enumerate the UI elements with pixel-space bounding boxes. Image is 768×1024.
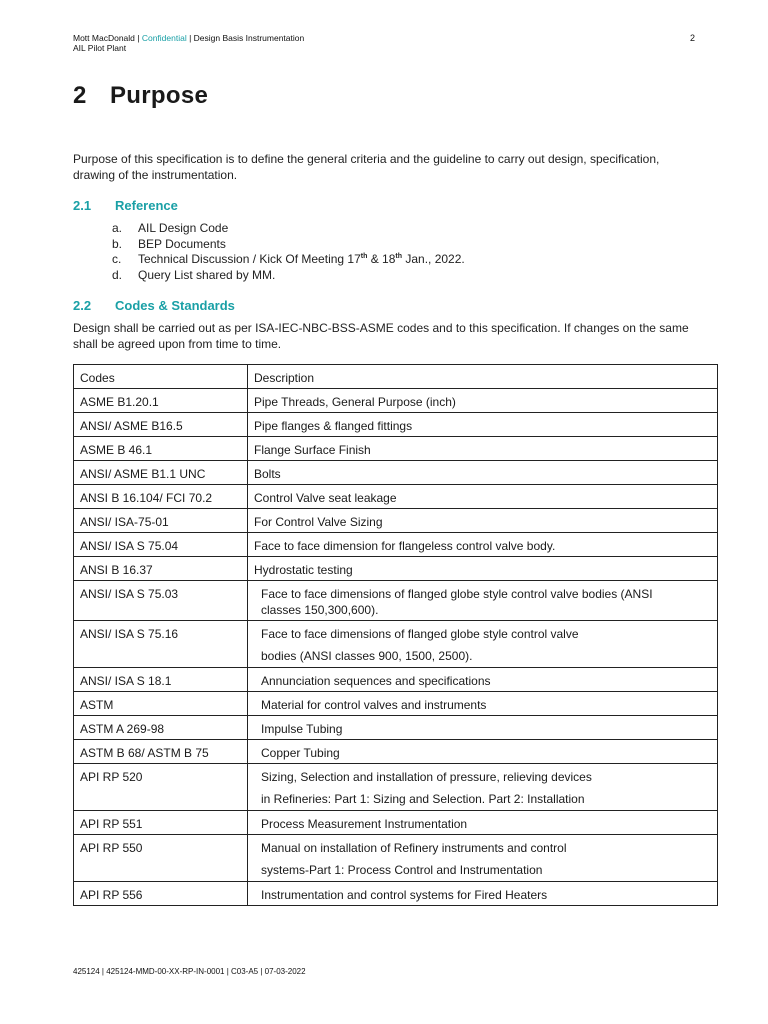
table-row <box>74 668 718 692</box>
codes-heading <box>73 298 235 313</box>
table-row <box>74 835 718 882</box>
description-line: Material for control valves and instruments <box>261 698 487 712</box>
table-row <box>74 716 718 740</box>
header-confidential: Confidential <box>141 33 187 43</box>
table-row <box>74 461 718 485</box>
table-row <box>74 485 718 509</box>
table-row <box>74 764 718 811</box>
code-cell: ASME B 46.1 <box>74 437 248 461</box>
description-line: Pipe Threads, General Purpose (inch) <box>254 395 456 409</box>
reference-heading <box>73 198 178 213</box>
header-company: Mott MacDonald <box>73 33 135 43</box>
description-cell <box>248 668 718 692</box>
table-row <box>74 882 718 906</box>
code-cell: ANSI B 16.37 <box>74 557 248 581</box>
description-cell <box>248 485 718 509</box>
description-line: Face to face dimension for flangeless control valve body. <box>254 539 556 553</box>
description-cell <box>248 461 718 485</box>
description-line: Instrumentation and control systems for Fired Heaters <box>261 888 548 902</box>
description-line: Process Measurement Instrumentation <box>261 817 468 831</box>
description-line: Manual on installation of Refinery instruments and control <box>261 841 567 855</box>
description-line: Control Valve seat leakage <box>254 491 397 505</box>
description-line: Sizing, Selection and installation of pressure, relieving devices <box>261 770 592 784</box>
description-cell <box>248 740 718 764</box>
reference-item-letter: d. <box>112 267 123 282</box>
table-row <box>74 437 718 461</box>
codes-standards-table <box>73 364 718 906</box>
code-cell: ANSI/ ISA S 75.16 <box>74 621 248 668</box>
description-cell <box>248 835 718 882</box>
code-cell: ASTM <box>74 692 248 716</box>
description-cell <box>248 882 718 906</box>
page-footer: 425124 | 425124-MMD-00-XX-RP-IN-0001 | C03-A5 | 07-03-2022 <box>73 967 306 976</box>
description-cell <box>248 692 718 716</box>
code-cell: API RP 520 <box>74 764 248 811</box>
reference-item-letter: b. <box>112 236 123 251</box>
header-line <box>73 33 695 43</box>
description-line: Flange Surface Finish <box>254 443 371 457</box>
code-cell: ASTM B 68/ ASTM B 75 <box>74 740 248 764</box>
reference-item <box>112 237 465 253</box>
code-cell: ANSI B 16.104/ FCI 70.2 <box>74 485 248 509</box>
header-separator: | <box>186 33 194 43</box>
purpose-paragraph: Purpose of this specification is to define the general criteria and the guideline to carry out design, specification, drawing of the instrumentation. <box>73 152 660 182</box>
description-line: Copper Tubing <box>261 746 340 760</box>
description-line: Pipe flanges & flanged fittings <box>254 419 413 433</box>
description-line: bodies (ANSI classes 900, 1500, 2500). <box>261 649 473 663</box>
description-line: Hydrostatic testing <box>254 563 353 577</box>
table-row <box>74 692 718 716</box>
ordinal-suffix: th <box>395 253 403 260</box>
reference-text-part: AIL Design Code <box>138 221 229 235</box>
description-line: in Refineries: Part 1: Sizing and Selection. Part 2: Installation <box>261 792 585 806</box>
code-cell: API RP 551 <box>74 811 248 835</box>
code-cell: ANSI/ ASME B16.5 <box>74 413 248 437</box>
ordinal-suffix: th <box>360 253 368 260</box>
table-header-row <box>74 365 718 389</box>
description-line: Bolts <box>254 467 281 481</box>
description-cell <box>248 716 718 740</box>
table-row <box>74 557 718 581</box>
code-cell: ANSI/ ISA S 75.04 <box>74 533 248 557</box>
description-cell <box>248 621 718 668</box>
subsection-number: 2.2 <box>73 298 92 313</box>
code-cell: ANSI/ ISA S 75.03 <box>74 581 248 621</box>
page-header <box>73 33 695 53</box>
reference-text-part: Technical Discussion / Kick Of Meeting 17 <box>138 252 361 266</box>
description-line: Annunciation sequences and specifications <box>261 674 491 688</box>
column-header-description: Description <box>248 365 718 389</box>
table-row <box>74 509 718 533</box>
reference-text-part: Query List shared by MM. <box>138 267 276 282</box>
code-cell: ASME B1.20.1 <box>74 389 248 413</box>
section-number: 2 <box>73 82 87 109</box>
code-cell: ANSI/ ISA S 18.1 <box>74 668 248 692</box>
reference-item-text <box>138 221 228 237</box>
codes-intro-paragraph: Design shall be carried out as per ISA-IEC-NBC-BSS-ASME codes and to this specification. If changes on the same shall be agreed upon from time to time. <box>73 321 689 351</box>
table-row <box>74 413 718 437</box>
table-row <box>74 740 718 764</box>
subsection-number: 2.1 <box>73 198 92 213</box>
section-title: Purpose <box>110 82 209 109</box>
reference-list <box>112 221 465 283</box>
code-cell: ANSI/ ASME B1.1 UNC <box>74 461 248 485</box>
description-line: Impulse Tubing <box>261 722 343 736</box>
reference-item <box>112 268 465 284</box>
description-line: For Control Valve Sizing <box>254 515 383 529</box>
column-header-codes: Codes <box>74 365 248 389</box>
reference-text-part: Jan., 2022. <box>402 252 465 266</box>
description-cell <box>248 764 718 811</box>
code-cell: API RP 550 <box>74 835 248 882</box>
description-cell <box>248 533 718 557</box>
header-doc-title: Design Basis Instrumentation <box>193 33 305 43</box>
table-row <box>74 389 718 413</box>
description-cell <box>248 413 718 437</box>
header-project: AIL Pilot Plant <box>73 43 127 53</box>
reference-item-text <box>138 268 275 284</box>
description-line: systems-Part 1: Process Control and Instrumentation <box>261 863 543 877</box>
header-separator: | <box>134 33 142 43</box>
page-title <box>73 82 208 110</box>
code-cell: ANSI/ ISA-75-01 <box>74 509 248 533</box>
description-cell <box>248 581 718 621</box>
table-row <box>74 533 718 557</box>
reference-item <box>112 221 465 237</box>
description-line: Face to face dimensions of flanged globe style control valve <box>261 627 579 641</box>
table-row <box>74 811 718 835</box>
reference-item-text <box>138 252 465 268</box>
table-row <box>74 581 718 621</box>
reference-text-part: BEP Documents <box>138 236 226 251</box>
code-cell: ASTM A 269-98 <box>74 716 248 740</box>
reference-item <box>112 252 465 268</box>
reference-item-letter: c. <box>112 252 122 266</box>
subsection-title: Reference <box>115 198 178 213</box>
description-cell <box>248 509 718 533</box>
description-cell <box>248 557 718 581</box>
reference-item-text <box>138 237 226 253</box>
subsection-title: Codes & Standards <box>115 298 235 313</box>
description-cell <box>248 389 718 413</box>
description-line: Face to face dimensions of flanged globe style control valve bodies (ANSI <box>261 587 653 601</box>
table-row <box>74 621 718 668</box>
reference-text-part: & 18 <box>367 252 396 266</box>
reference-item-letter: a. <box>112 221 123 235</box>
code-cell: API RP 556 <box>74 882 248 906</box>
page-number: 2 <box>689 33 695 43</box>
description-cell <box>248 811 718 835</box>
description-cell <box>248 437 718 461</box>
description-line: classes 150,300,600). <box>261 603 379 617</box>
